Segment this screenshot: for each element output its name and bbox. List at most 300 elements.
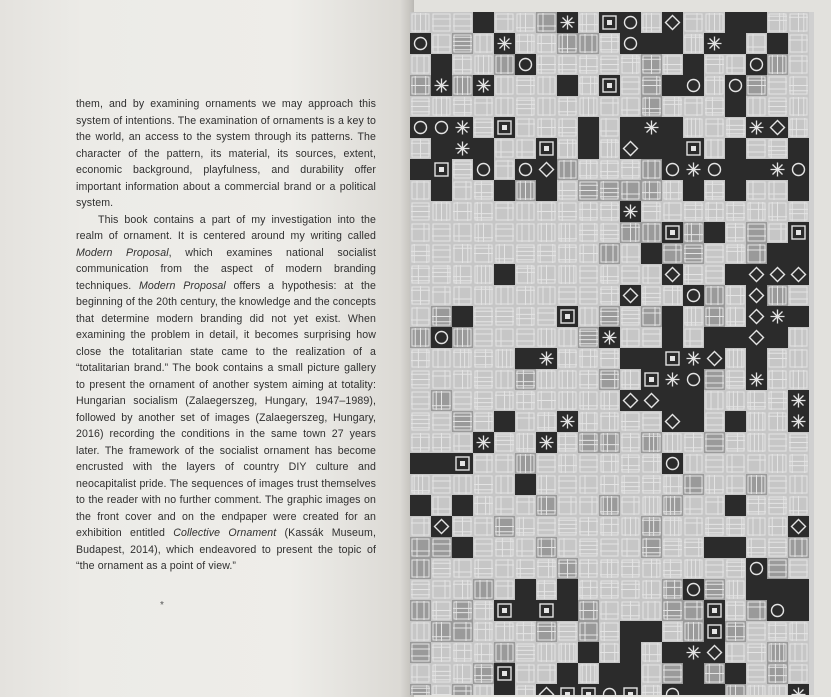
ornament-tile [452,306,473,327]
ornament-tile [767,495,788,516]
ornament-tile [473,264,494,285]
ornament-tile [641,54,662,75]
ornament-tile [557,474,578,495]
ornament-tile [704,54,725,75]
ornament-tile [578,684,599,695]
ornament-tile [578,432,599,453]
ornament-tile [431,285,452,306]
ornament-tile [536,54,557,75]
ornament-tile [620,432,641,453]
ornament-tile [767,432,788,453]
ornament-tile [788,621,809,642]
ornament-tile [410,537,431,558]
ornament-tile [767,96,788,117]
ornament-tile [473,369,494,390]
ornament-tile [746,684,767,695]
ornament-tile [704,474,725,495]
ornament-tile [641,306,662,327]
ornament-tile [788,474,809,495]
ornament-tile [662,369,683,390]
ornament-tile [494,54,515,75]
ornament-tile [725,201,746,222]
ornament-tile [452,327,473,348]
ornament-tile [473,474,494,495]
ornament-tile [431,579,452,600]
ornament-tile [536,12,557,33]
ornament-tile [746,138,767,159]
ornament-tile [410,201,431,222]
ornament-tile [557,579,578,600]
ornament-tile [746,348,767,369]
ornament-tile [746,390,767,411]
ornament-tile [683,75,704,96]
ornament-tile [599,642,620,663]
ornament-tile [557,264,578,285]
ornament-tile [683,12,704,33]
ornament-tile [473,684,494,695]
ornament-tile [746,306,767,327]
ornament-tile [599,96,620,117]
ornament-tile [431,537,452,558]
ornament-tile [620,474,641,495]
ornament-tile [578,54,599,75]
ornament-tile [515,12,536,33]
ornament-tile [725,222,746,243]
ornament-tile [557,75,578,96]
ornament-tile [641,621,662,642]
ornament-tile [452,390,473,411]
ornament-tile [410,621,431,642]
ornament-tile [746,495,767,516]
ornament-tile [620,33,641,54]
ornament-tile [578,495,599,516]
ornament-tile [410,411,431,432]
ornament-tile [473,348,494,369]
ornament-tile [683,96,704,117]
ornament-tile [767,369,788,390]
ornament-tile [620,75,641,96]
ornament-tile [578,558,599,579]
ornament-tile [494,537,515,558]
ornament-tile [599,453,620,474]
ornament-tile [410,600,431,621]
ornament-tile [557,642,578,663]
ornament-tile [704,75,725,96]
ornament-tile [683,411,704,432]
ornament-tile [557,96,578,117]
ornament-tile [620,579,641,600]
ornament-tile [452,369,473,390]
ornament-tile [746,600,767,621]
ornament-tile [473,516,494,537]
ornament-tile [620,201,641,222]
ornament-tile [662,54,683,75]
ornament-tile [725,390,746,411]
ornament-tile [599,390,620,411]
footnote-mark: * [160,600,164,611]
ornament-tile [536,222,557,243]
ornament-tile [788,663,809,684]
ornament-tile [746,432,767,453]
ornament-tile [494,411,515,432]
ornament-tile [431,348,452,369]
ornament-tile [578,243,599,264]
ornament-tile [725,579,746,600]
ornament-tile [767,642,788,663]
ornament-tile [452,474,473,495]
ornament-tile [683,390,704,411]
ornament-tile [578,453,599,474]
ornament-tile [536,264,557,285]
ornament-tile [473,621,494,642]
ornament-tile [704,579,725,600]
ornament-tile [515,369,536,390]
ornament-tile [536,96,557,117]
ornament-tile [788,390,809,411]
ornament-tile [515,663,536,684]
ornament-tile [473,54,494,75]
ornament-tile [536,537,557,558]
ornament-tile [641,600,662,621]
left-page [0,0,414,697]
ornament-tile [599,12,620,33]
ornament-tile [767,453,788,474]
ornament-tile [788,558,809,579]
ornament-tile [620,243,641,264]
ornament-tile [599,663,620,684]
ornament-tile [473,327,494,348]
ornament-tile [452,579,473,600]
ornament-tile [431,159,452,180]
ornament-tile [641,33,662,54]
paragraph-2-part-2: , which examines national socialist communication from the aspect of modern branding techniques. [76,246,376,292]
ornament-tile [494,558,515,579]
ornament-tile [746,579,767,600]
ornament-tile [725,180,746,201]
ornament-tile [746,327,767,348]
ornament-tile [452,201,473,222]
ornament-tile [536,327,557,348]
ornament-tile [452,537,473,558]
ornament-tile [452,243,473,264]
ornament-tile [578,96,599,117]
ornament-tile [767,579,788,600]
ornament-tile [767,264,788,285]
ornament-tile [620,663,641,684]
ornament-tile [620,117,641,138]
ornament-tile [788,159,809,180]
ornament-tile [641,138,662,159]
ornament-tile [599,306,620,327]
ornament-tile [557,285,578,306]
ornament-tile [767,243,788,264]
ornament-tile [788,222,809,243]
ornament-tile [662,579,683,600]
ornament-tile [536,663,557,684]
ornament-tile [494,663,515,684]
ornament-tile [536,411,557,432]
ornament-tile [788,264,809,285]
ornament-tile [725,285,746,306]
ornament-tile [662,663,683,684]
ornament-tile [662,537,683,558]
ornament-tile [494,306,515,327]
ornament-tile [410,159,431,180]
ornament-tile [599,684,620,695]
ornament-tile [767,159,788,180]
ornament-tile [473,117,494,138]
ornament-tile [746,75,767,96]
ornament-tile [431,642,452,663]
ornament-tile [473,12,494,33]
ornament-tile [767,516,788,537]
ornament-tile [746,285,767,306]
ornament-tile [452,516,473,537]
ornament-tile [578,117,599,138]
ornament-tile [515,159,536,180]
ornament-tile [725,306,746,327]
ornament-tile [494,432,515,453]
ornament-tile [494,159,515,180]
ornament-tile [578,642,599,663]
ornament-tile [662,138,683,159]
ornament-tile [788,75,809,96]
ornament-tile [746,201,767,222]
ornament-tile [767,180,788,201]
ornament-tile [788,453,809,474]
ornament-tile [515,432,536,453]
ornament-tile [410,495,431,516]
ornament-tile [683,516,704,537]
ornament-tile [683,621,704,642]
ornament-tile [473,306,494,327]
ornament-tile [704,453,725,474]
ornament-tile [536,138,557,159]
ornament-tile [494,453,515,474]
ornament-tile [662,390,683,411]
ornament-tile [599,159,620,180]
ornament-tile [767,537,788,558]
ornament-tile [431,306,452,327]
ornament-tile [704,495,725,516]
ornament-tile [410,663,431,684]
ornament-tile [494,33,515,54]
ornament-tile [662,75,683,96]
ornament-tile [599,432,620,453]
ornament-tile [431,600,452,621]
ornament-tile [662,621,683,642]
ornament-tile [641,663,662,684]
ornament-tile [494,474,515,495]
ornament-tile [620,285,641,306]
ornament-tile [746,12,767,33]
ornament-tile [557,663,578,684]
ornament-tile [620,222,641,243]
ornament-tile [725,117,746,138]
ornament-tile [704,558,725,579]
ornament-tile [620,453,641,474]
ornament-tile [578,390,599,411]
ornament-tile [704,369,725,390]
ornament-tile [494,75,515,96]
ornament-tile [431,54,452,75]
ornament-tile [452,264,473,285]
ornament-tile [494,327,515,348]
ornament-tile [431,222,452,243]
ornament-tile [578,663,599,684]
ornament-tile [578,411,599,432]
ornament-tile [431,495,452,516]
ornament-tile [431,33,452,54]
ornament-tile [662,684,683,695]
ornament-tile [494,12,515,33]
ornament-tile [557,516,578,537]
ornament-tile [641,264,662,285]
ornament-tile [725,411,746,432]
ornament-tile [494,180,515,201]
ornament-tile [557,201,578,222]
ornament-tile [536,348,557,369]
ornament-tile [410,117,431,138]
ornament-tile [452,117,473,138]
ornament-tile [494,201,515,222]
ornament-tile [515,537,536,558]
ornament-tile [557,54,578,75]
ornament-tile [725,495,746,516]
ornament-tile [767,54,788,75]
ornament-tile [662,12,683,33]
ornament-tile [557,222,578,243]
ornament-tile [452,642,473,663]
ornament-tile [452,222,473,243]
ornament-tile [788,327,809,348]
ornament-tile [431,369,452,390]
ornament-tile [536,243,557,264]
ornament-tile [452,348,473,369]
ornament-tile [599,369,620,390]
ornament-tile [452,558,473,579]
ornament-tile [788,432,809,453]
ornament-tile [641,369,662,390]
ornament-tile [767,306,788,327]
ornament-tile [578,306,599,327]
ornament-tile [704,516,725,537]
ornament-tile [725,12,746,33]
ornament-tile [410,432,431,453]
ornament-tile [788,243,809,264]
ornament-tile [641,180,662,201]
ornament-tile [641,243,662,264]
ornament-tile [473,579,494,600]
ornament-tile [683,33,704,54]
ornament-tile [599,348,620,369]
ornament-tile [515,180,536,201]
ornament-tile [410,180,431,201]
ornament-tile [662,411,683,432]
ornament-tile [494,684,515,695]
ornament-tile [599,201,620,222]
ornament-tile [767,558,788,579]
ornament-tile [515,495,536,516]
ornament-tile [788,96,809,117]
ornament-tile [578,537,599,558]
book-title-modern-proposal-2: Modern Proposal [139,279,226,292]
ornament-tile [704,222,725,243]
ornament-tile [704,663,725,684]
ornament-tile [494,222,515,243]
ornament-tile [536,558,557,579]
ornament-tile [788,516,809,537]
ornament-tile [515,411,536,432]
ornament-tile [431,516,452,537]
ornament-tile [641,684,662,695]
ornament-tile [788,369,809,390]
ornament-tile [410,33,431,54]
ornament-tile [725,348,746,369]
ornament-tile [599,411,620,432]
ornament-tile [578,201,599,222]
ornament-tile [725,327,746,348]
ornament-tile [578,264,599,285]
ornament-tile [494,285,515,306]
book-title-modern-proposal: Modern Proposal [76,246,169,259]
ornament-tile [536,642,557,663]
ornament-tile [410,96,431,117]
ornament-tile [662,327,683,348]
ornament-tile [788,600,809,621]
ornament-tile [536,306,557,327]
ornament-tile [557,453,578,474]
ornament-tile [410,75,431,96]
ornament-tile [515,516,536,537]
ornament-tile [620,12,641,33]
ornament-tile [557,306,578,327]
ornament-tile [641,201,662,222]
ornament-tile [641,516,662,537]
ornament-tile [410,579,431,600]
ornament-tile [431,684,452,695]
ornament-tile [536,684,557,695]
ornament-tile [410,138,431,159]
ornament-tile [431,474,452,495]
ornament-tile [557,243,578,264]
ornament-tile [515,138,536,159]
ornament-tile [599,516,620,537]
ornament-tile [620,138,641,159]
ornament-tile [620,369,641,390]
ornament-tile [788,642,809,663]
ornament-tile [767,138,788,159]
ornament-tile [788,138,809,159]
ornament-tile [746,369,767,390]
ornament-tile [683,684,704,695]
ornament-tile [641,453,662,474]
ornament-tile [788,54,809,75]
ornament-tile [788,537,809,558]
ornament-tile [452,96,473,117]
ornament-tile [557,621,578,642]
ornament-tile [746,474,767,495]
exhibition-title: Collective Ornament [173,527,277,539]
ornament-tile [410,558,431,579]
ornament-tile [557,600,578,621]
ornament-tile [494,621,515,642]
ornament-tile [641,12,662,33]
ornament-tile [515,453,536,474]
ornament-tile [557,33,578,54]
ornament-tile [431,390,452,411]
ornament-tile [431,117,452,138]
